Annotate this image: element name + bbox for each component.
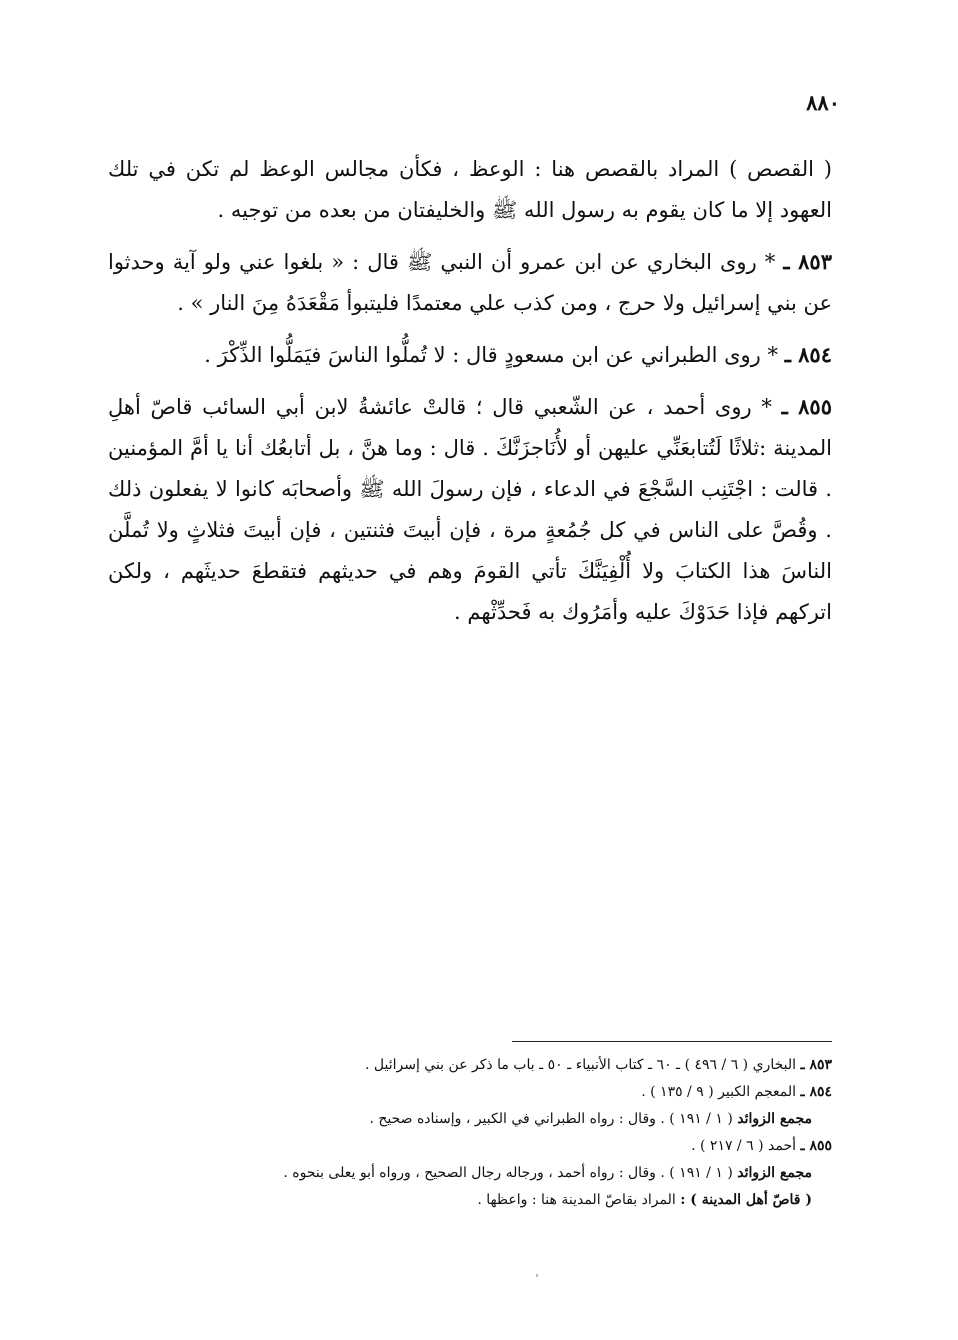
footnote-855-gloss xyxy=(200,1187,832,1214)
paragraph-number: ٨٥٥ ـ xyxy=(781,394,832,419)
paragraph-number: ٨٥٤ ـ xyxy=(784,342,832,367)
footnote-text: المراد بقاصّ المدينة هنا : واعظها . xyxy=(477,1192,676,1208)
footnote-text: أحمد ( ٦ / ٢١٧ ) . xyxy=(691,1138,796,1154)
footnote-number: ٨٥٤ ـ xyxy=(800,1084,832,1100)
footnote-854 xyxy=(200,1079,832,1106)
paragraph-hadith-853 xyxy=(108,241,832,324)
footnote-source: مجمع الزوائد xyxy=(737,1165,812,1181)
paragraph-text: * روى البخاري عن ابن عمرو أن النبي ﷺ قال : « بلغوا عني ولو آية وحدثوا عن بني إسرائيل ولا حرج ، ومن كذب علي معتمدًا فليتبوأ مَقْعَدَهُ مِنَ النار » . xyxy=(108,250,832,315)
footnote-term: ( قاصّ أهل المدينة ) : xyxy=(680,1192,812,1208)
footnote-853 xyxy=(200,1052,832,1079)
footnote-number: ٨٥٣ ـ xyxy=(800,1057,832,1073)
footnote-text: ( ١ / ١٩١ ) . وقال : رواه الطبراني في الكبير ، وإسناده صحيح . xyxy=(369,1111,733,1127)
paragraph-hadith-854 xyxy=(108,334,832,376)
footnote-854-majma xyxy=(200,1106,832,1133)
paragraph-hadith-855 xyxy=(108,386,832,633)
main-text xyxy=(108,148,832,643)
footnote-text: المعجم الكبير ( ٩ / ١٣٥ ) . xyxy=(641,1084,796,1100)
paragraph-text: * روى الطبراني عن ابن مسعودٍ قال : لا تُملُّوا الناسَ فيَمَلُّوا الذِّكْرَ . xyxy=(204,343,778,367)
footnote-text: البخاري ( ٦ / ٤٩٦ ) ـ ٦٠ ـ كتاب الأنبياء ـ ٥٠ ـ باب ما ذكر عن بني إسرائيل . xyxy=(364,1057,796,1073)
page-number: ٨٨٠ xyxy=(806,90,840,115)
paragraph-text: ( القصص ) المراد بالقصص هنا : الوعظ ، فكأن مجالس الوعظ لم تكن في تلك العهود إلا ما كان يقوم به رسول الله ﷺ والخليفتان من بعده من توجيه . xyxy=(108,157,832,222)
footnote-source: مجمع الزوائد xyxy=(737,1111,812,1127)
scan-speck xyxy=(536,1274,538,1277)
paragraph-qasas-note xyxy=(108,148,832,231)
paragraph-number: ٨٥٣ ـ xyxy=(783,249,832,274)
footnote-855 xyxy=(200,1133,832,1160)
footnotes xyxy=(200,1052,832,1214)
footnote-855-majma xyxy=(200,1160,832,1187)
footnote-number: ٨٥٥ ـ xyxy=(800,1138,832,1154)
footnote-text: ( ١ / ١٩١ ) . وقال : رواه أحمد ، ورجاله رجال الصحيح ، ورواه أبو يعلى بنحوه . xyxy=(283,1165,733,1181)
paragraph-text: * روى أحمد ، عن الشّعبي قال ؛ قالتْ عائشةُ لابن أبي السائب قاصّ أهلِ المدينة :ثلاثًا لَتُتابعَنِّي عليهن أو لأُنَاجزَنَّكَ . قال : وما هنَّ ، بل أتابعُك أنا يا أمَّ المؤمنين . قالت : اجْتَنِب السَّجْعَ في الدعاء ، فإن رسولَ الله ﷺ وأصحابَه كانوا لا يفعلون ذلك . وقُصَّ على الناس في كل جُمُعةٍ مرة ، فإن أبيتَ فثنتين ، فإن أبيتَ فثلاثٍ ولا تُملَّن الناسَ هذا الكتابَ ولا أُلْفِيَنَّكَ تأتي القومَ وهم في حديثهم فتقطعَ حديثَهم ، ولكن اتركهم فإذا حَدَوْكَ عليه وأمَرُوك به فَحدِّثْهم . xyxy=(108,395,832,624)
footnote-separator xyxy=(512,1041,832,1042)
